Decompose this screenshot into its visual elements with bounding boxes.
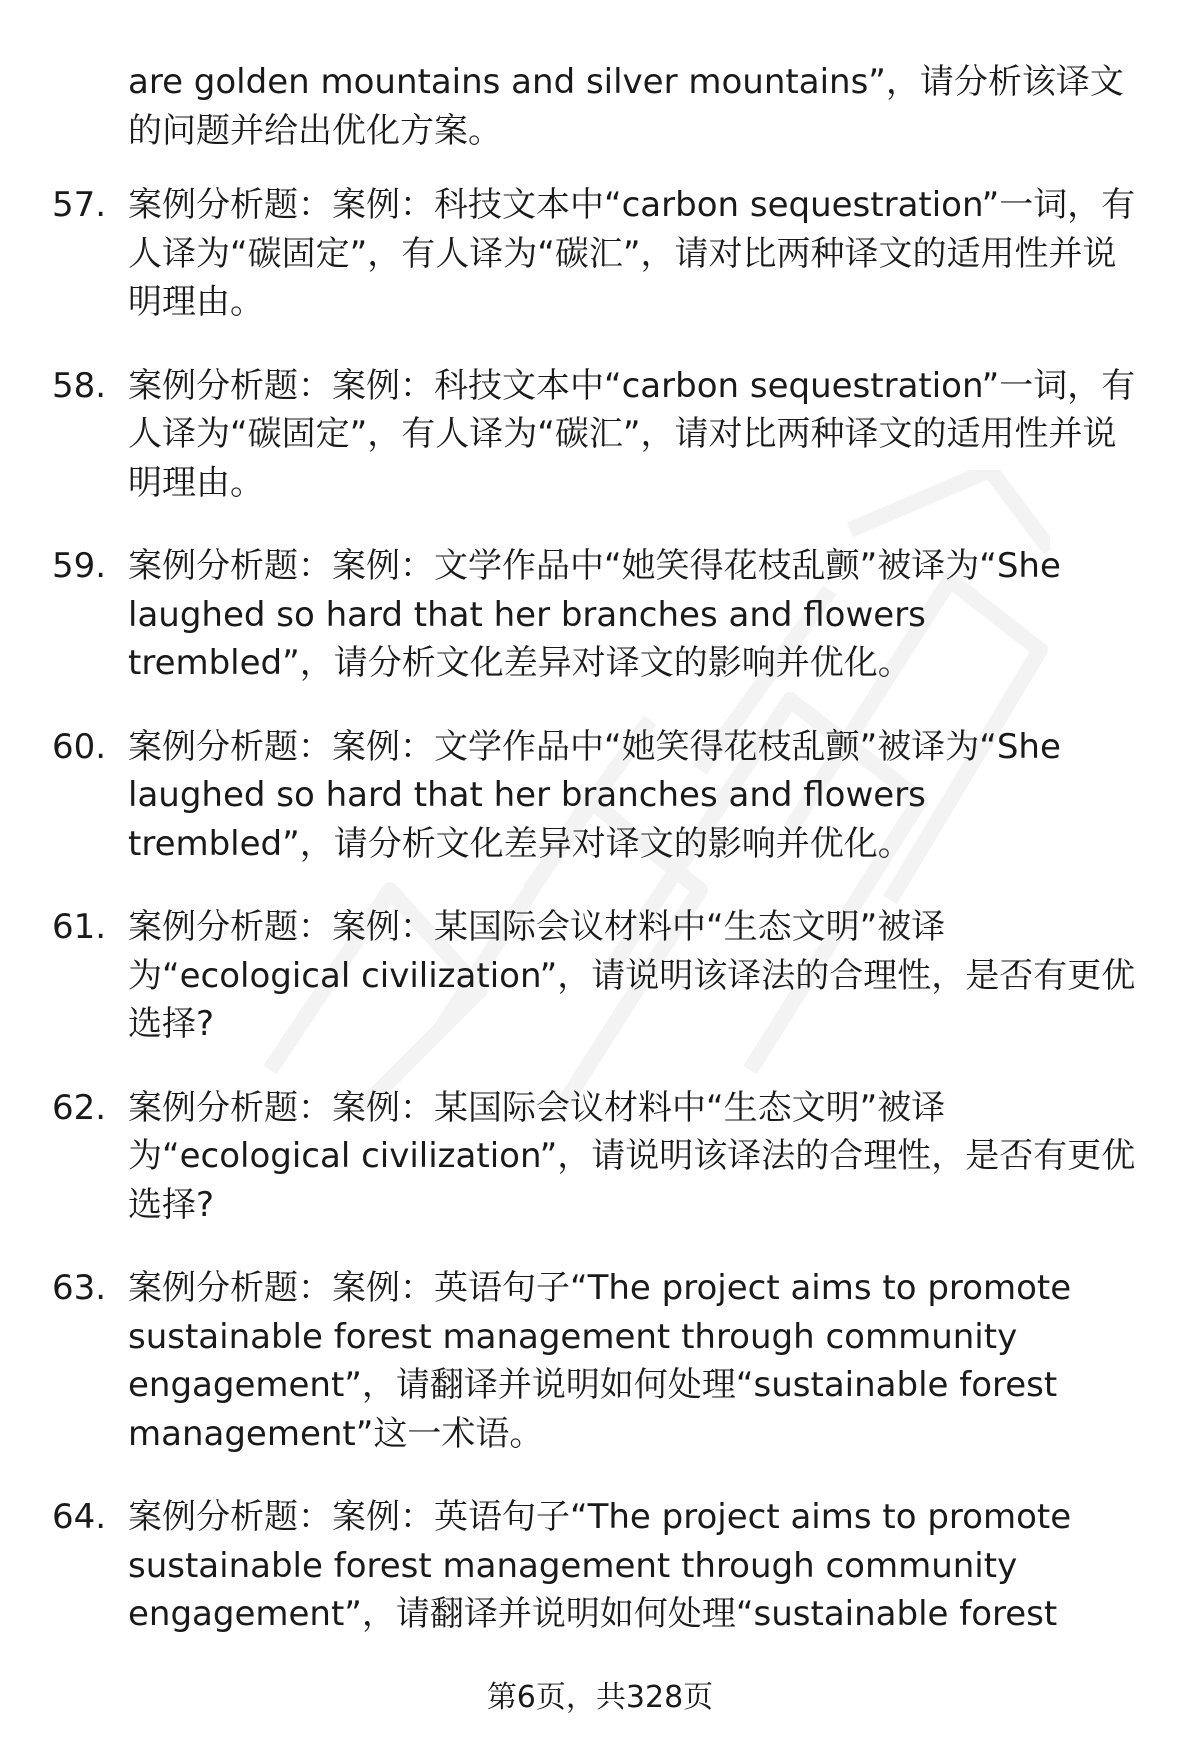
question-item	[0, 723, 1200, 869]
question-number: 58.	[52, 365, 107, 406]
question-number: 59.	[52, 546, 107, 586]
question-text: are golden mountains and silver mountains”，请分析该译文的问题并给出优化方案。	[128, 62, 1124, 151]
question-item	[0, 1493, 1200, 1639]
question-number: 61.	[52, 907, 107, 947]
question-number: 63.	[52, 1268, 107, 1308]
question-item	[0, 362, 1200, 508]
question-list	[0, 58, 1200, 1674]
question-text: 案例分析题：案例：某国际会议材料中“生态文明”被译为“ecological civilization”，请说明该译法的合理性，是否有更优选择?	[128, 1087, 1136, 1225]
question-continuation	[0, 58, 1200, 155]
question-item	[0, 903, 1200, 1049]
question-text: 案例分析题：案例：科技文本中“carbon sequestration”一词，有人译为“碳固定”，有人译为“碳汇”，请对比两种译文的适用性并说明理由。	[128, 365, 1136, 503]
question-item	[0, 542, 1200, 688]
question-text: 案例分析题：案例：英语句子“The project aims to promote sustainable forest management through community engagement”，请翻译并说明如何处理“sustainable forest	[128, 1497, 1072, 1634]
question-item	[0, 1084, 1200, 1230]
question-text: 案例分析题：案例：某国际会议材料中“生态文明”被译为“ecological civilization”，请说明该译法的合理性，是否有更优选择?	[128, 907, 1136, 1044]
question-text: 案例分析题：案例：英语句子“The project aims to promote sustainable forest management through community engagement”，请翻译并说明如何处理“sustainable forest management”这一术语。	[128, 1268, 1072, 1454]
question-item	[0, 1264, 1200, 1458]
question-text: 案例分析题：案例：科技文本中“carbon sequestration”一词，有人译为“碳固定”，有人译为“碳汇”，请对比两种译文的适用性并说明理由。	[128, 185, 1136, 322]
question-number: 64.	[52, 1497, 107, 1537]
question-number: 60.	[52, 726, 107, 767]
question-text: 案例分析题：案例：文学作品中“她笑得花枝乱颤”被译为“She laughed so hard that her branches and flowers trembled”，请分析文化差异对译文的影响并优化。	[128, 726, 1061, 864]
question-item	[0, 181, 1200, 327]
question-text: 案例分析题：案例：文学作品中“她笑得花枝乱颤”被译为“She laughed so hard that her branches and flowers trembled”，请分析文化差异对译文的影响并优化。	[128, 546, 1061, 683]
question-number: 57.	[52, 185, 107, 225]
question-number: 62.	[52, 1087, 107, 1128]
page-footer: 第6页，共328页	[486, 1680, 714, 1715]
